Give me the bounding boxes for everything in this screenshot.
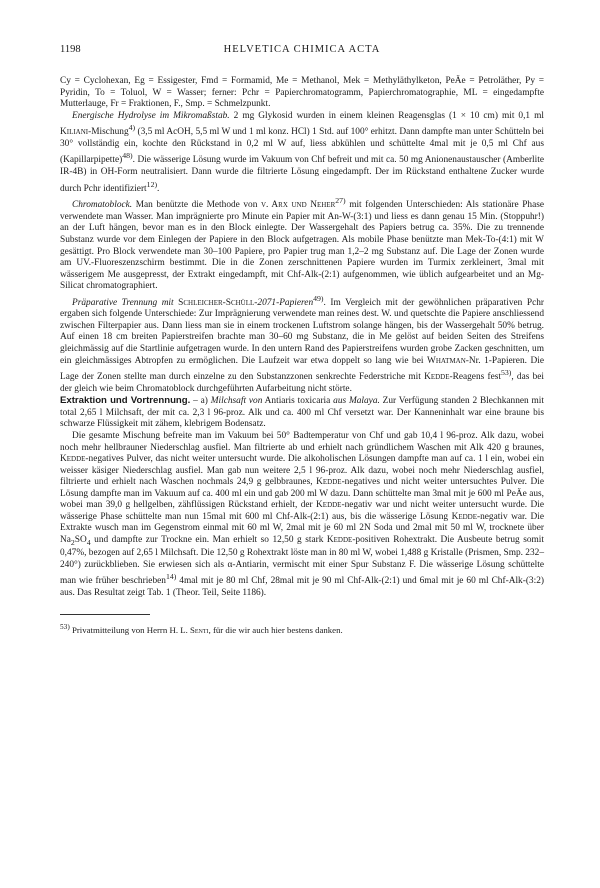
paragraph-hydrolysis: Energische Hydrolyse im Mikromaßstab. 2 mg Glykosid wurden in einem kleinen Reagensglas (1 × 10 cm) mit 0,1 ml Kiliani-Mischung$^{4)}$ (3,5 ml AcOH, 5,5 ml W und 1 ml konz. HCl) 1 Std. auf 100° erhitzt. Dann dampfte man unter Schütteln bei 30° vollständig ein, kochte den Rückstand in 0,2 ml W auf, liess abkühlen und schüttelte 4mal mit je 0,5 ml Chf aus (Kapillarpipette)$^{48)}$. Die wässerige Lösung wurde im Vakuum von Chf befreit und mit ca. 50 mg Anionenaustauscher (Amberlite IR-4B) in OH-Form neutralisiert. Dann wurde die filtrierte Lösung eingedampft. Der im Rückstand enthaltene Zucker wurde durch Pchr identifiziert$^{12)}$.	[60, 110, 544, 194]
footnote-ref: 12)	[146, 179, 158, 189]
footnote-number: 53)	[60, 621, 70, 631]
paragraph-chromatoblock: Chromatoblock. Man benützte die Methode von v. Arx und Neher$^{27)}$ mit folgenden Unterschieden: Als stationäre Phase verwendete man Wasser. Man imprägnierte pro Minute ein Papier mit An-W-(3:1) und liess es dann genau 15 Min. (Stoppuhr!) an der Luft hängen, bevor man es in den Block einlegte. Der Wassergehalt des Papiers betrug ca. 35%. Die zu trennende Substanz wurde vor dem Einlegen der Papiere in den Block aufgetragen. Als mobile Phase benützte man Mek-To-(4:1) mit W gesättigt. Pro Block verwendete man 30–100 Papiere, pro Papier trug man 1,2–2 mg Substanz auf. Die Lage der Zonen wurde am UV.-Fluoreszenzschirm bestimmt. Die in die Zonen zerschnittenen Papiere wurden im Turmix zerkleinert, 3mal mit wässerigem Me ausgepresst, der Extrakt eingedampft, mit Chf-Alk-(2:1) aufgenommen, wie üblich aufgearbeitet und an Mg-Silicat chromatographiert.	[60, 196, 545, 292]
document-page	[60, 44, 544, 644]
author-names: v. Arx und Neher	[260, 200, 336, 211]
footnote-ref: 48)	[122, 151, 133, 161]
reagent-name: Kiliani	[60, 127, 89, 138]
footnote-ref: 49)	[313, 293, 324, 303]
abbreviations-paragraph: Cy = Cyclohexan, Eg = Essigester, Fmd = Formamid, Me = Methanol, Mek = Methyläthylketon, PeÄe = Petroläther, Py = Pyridin, To = Toluol, W = Wasser; ferner: Pchr = Papierchromatogramm, Papierchromatographie, ML = eingedampfte Mutterlauge, Fr = Fraktionen, F., Smp. = Schmelzpunkt.	[60, 76, 544, 110]
page-number: 1198	[60, 44, 81, 55]
paragraph-preparative: Präparative Trennung mit Schleicher-Schüll-2071-Papieren$^{49)}$. Im Vergleich mit der gewöhnlichen präparativen Pchr ergaben sich folgende Unterschiede: Zur Imprägnierung verwendete man reines dest. W. und quetschte die Papiere anschliessend zwischen Filterpapier aus. Dann liess man sie in einem trockenen Luftstrom solange hängen, bis der Wassergehalt 50% betrug. Auf einen 18 cm breiten Papierstreifen brachte man 30–60 mg Substanz, die in Me gelöst auf beiden Seiten des Streifens gleichmässig auf die Startlinie aufgetragen wurde. In den untern Rand des Papierstreifens wurden grobe Zacken geschnitten, um ein gleichmässiges Abtropfen zu ermöglichen. Die Laufzeit war etwa doppelt so lang wie bei Whatman-Nr. 1-Papieren. Die Lage der Zonen stellte man durch einzelne zu den Substanzzonen senkrechte Federstriche mit Kedde-Reagens fest$^{53)}$, das bei der gleich wie beim Chromatoblock durchgeführten Aufarbeitung nicht störte.	[60, 293, 545, 394]
footnote-ref: 53)	[500, 368, 512, 378]
section-title-hydrolysis: Energische Hydrolyse im Mikromaßstab.	[72, 110, 230, 121]
footnote: $^{53)}$ Privatmitteilung von Herrn H. L. Senti, für die wir auch hier bestens danken.	[60, 621, 343, 635]
footnote-divider	[60, 614, 150, 615]
body-text	[60, 76, 544, 600]
section-title-chromatoblock: Chromatoblock.	[72, 200, 133, 211]
section-title-preparative: Präparative Trennung mit	[72, 297, 179, 308]
section-heading-extraction: Extraktion und Vortrennung.	[60, 395, 191, 407]
footnote-ref: 4)	[128, 123, 136, 133]
running-header	[60, 44, 544, 62]
journal-title: HELVETICA CHIMICA ACTA	[223, 44, 381, 55]
footnote-ref: 14)	[165, 572, 177, 582]
footnote-ref: 27)	[335, 196, 346, 206]
paragraph-extraction: Extraktion und Vortrennung. – a) Milchsaft von Antiaris toxicaria aus Malaya. Zur Verfügung standen 2 Blechkannen mit total 2,65 l Milchsaft, der mit ca. 2,3 l 96-proz. Alk und ca. 400 ml Chf versetzt war. Der Kanneninhalt war eine braune bis schwarze Flüssigkeit mit zähem, klebrigem Bodensatz.	[60, 395, 545, 430]
paragraph-procedure: Die gesamte Mischung befreite man im Vakuum bei 50° Badtemperatur von Chf und gab 10,4 l 96-proz. Alk dazu, wobei noch mehr hellbrauner Niederschlag ausfiel. Man filtrierte ab und erhielt nach gründlichem Waschen mit Alk 420 g braunes, Kedde-negatives Pulver, das nicht weiter untersucht wurde. Die alkoholischen Lösungen dampfte man auf ca. 1 l ein, wobei ein weisser käsiger Niederschlag ausfiel. Man gab nun weitere 2,5 l 96-proz. Alk dazu, wobei noch mehr Niederschlag ausfiel, filtrierte und erhielt nach Waschen nochmals 24,9 g gelbbraunes, Kedde-negatives und nicht weiter untersuchtes Pulver. Die Lösung dampfte man im Vakuum auf ca. 400 ml ein und gab 200 ml W dazu. Dann schüttelte man 3mal mit je 600 ml PeÄe aus, wobei man 39,0 g hellgelben, zähflüssigen Rückstand erhielt, der Kedde-negativ war und nicht weiter untersucht wurde. Die wässerige Phase schüttelte man nun 15mal mit 600 ml Chf-Alk-(2:1) aus, bis die wässerige Lösung Kedde-negativ war. Die Extrakte wusch man im Gegenstrom einmal mit 60 ml W, 2mal mit je 60 ml 2N Soda und 2mal mit 50 ml W, trocknete über $Na_2SO_4$ und dampfte zur Trockne ein. Man erhielt so 12,50 g stark Kedde-positiven Rohextrakt. Die Ausbeute betrug somit 0,47%, bezogen auf 2,65 l Milchsaft. Die 12,50 g Rohextrakt löste man in 80 ml W, wobei 1,488 g Kristalle (Prismen, Smp. 232–240°) zurückblieben. Sie erwiesen sich als α-Antiarin, vermischt mit einer Spur Substanz F. Die wässerige Lösung schüttelte man wie früher beschrieben$^{14)}$ 4mal mit je 80 ml Chf, 28mal mit je 90 ml Chf-Alk-(2:1) und 6mal mit je 60 ml Chf-Alk-(3:2) aus. Das Resultat zeigt Tab. 1 (Theor. Teil, Seite 1186).	[60, 430, 544, 599]
